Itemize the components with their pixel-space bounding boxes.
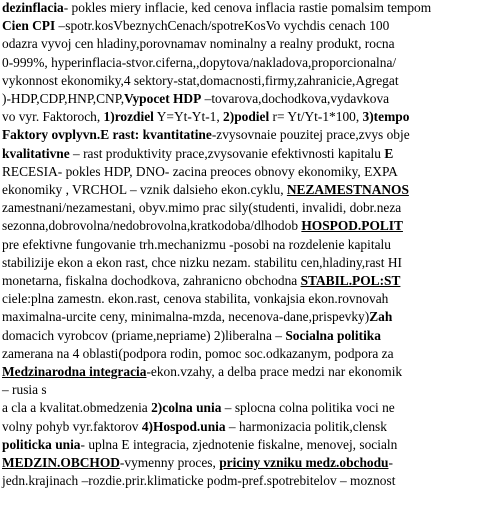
text-run: odazra vyvoj cen hladiny,porovnamav nominalny a realny produkt, rocna <box>2 36 395 52</box>
text-run: RECESIA- pokles HDP, DNO- zacina preoces obnovy ekonomiky, EXPA <box>2 163 398 179</box>
text-run: ciele:plna zamestn. ekon.rast, cenova stabilita, vonkajsia ekon.rovnovah <box>2 291 389 307</box>
text-run: - pokles miery inflacie, ked cenova inflacia rastie pomalsim tempom <box>63 0 432 15</box>
text-run: – splocna colna politika voci ne <box>221 400 395 416</box>
text-run: zamestnani/nezamestani, obyv.mimo prac sily(studenti, invalidi, dobr.neza <box>2 200 402 216</box>
text-run: -ekon.vzahy, a delba prace medzi nar ekonomik <box>146 364 403 379</box>
text-line <box>2 308 392 326</box>
bold-text: dezinflacia <box>2 0 64 15</box>
text-line <box>2 90 389 108</box>
text-line <box>2 72 399 90</box>
text-line <box>2 145 393 163</box>
bold-text: MEDZIN.OBCHOD <box>2 455 120 470</box>
text-run: stabilizije ekon a ekon rast, chce nizku nezam. stabilitu cen,hladiny,rast HI <box>2 254 402 270</box>
text-run: 0-999%, hyperinflacia-stvor.ciferna,,dopytova/nakladova,proporcionalna/ <box>2 54 397 70</box>
text-line <box>2 163 398 181</box>
text-line <box>2 272 400 290</box>
text-run: –tovarova,dochodkova,vydavkova <box>201 91 390 106</box>
text-line <box>2 35 395 53</box>
text-line <box>2 126 410 144</box>
text-run: - uplna E integracia, zjednotenie fiskalne, menovej, socialn <box>80 436 398 452</box>
text-line <box>2 363 402 381</box>
text-line <box>2 0 431 17</box>
text-run: ekonomiky , VRCHOL – vznik dalsieho ekon.cyklu, <box>2 182 287 197</box>
bold-text: 3)tempo <box>362 109 410 125</box>
bold-text: 2)podiel <box>223 109 270 125</box>
text-run: –spotr.kosVbeznychCenach/spotreKosVo vychdis cenach 100 <box>55 18 390 34</box>
text-line <box>2 17 389 35</box>
text-line <box>2 54 396 72</box>
text-line <box>2 472 395 490</box>
bold-text: Cien CPI <box>2 18 56 34</box>
text-line <box>2 454 393 472</box>
text-line <box>2 254 402 272</box>
bold-text: 4)Hospod.unia <box>141 418 226 434</box>
text-line <box>2 381 47 399</box>
text-run: pre efektivne fungovanie trh.mechanizmu -posobi na rozdelenie kapitalu <box>2 236 391 252</box>
text-run: volny pohyb vyr.faktorov <box>2 418 142 434</box>
text-run: jedn.krajinach –rozdie.prir.klimaticke podm-pref.spotrebitelov – moznost <box>2 473 396 489</box>
text-run: sezonna,dobrovolna/nedobrovolna,kratkodoba/dlhodob <box>2 218 302 234</box>
bold-text: Socialna politika <box>285 327 381 343</box>
text-run: r= Yt/Yt-1*100, <box>269 109 363 125</box>
bold-text: kvantitatine <box>142 127 212 143</box>
text-run: – rast produktivity prace,zvysovanie efektivnosti kapitalu <box>69 145 385 161</box>
text-run: - <box>388 455 393 470</box>
text-line <box>2 436 397 454</box>
bold-text: 1)rozdiel <box>103 109 154 125</box>
text-line <box>2 217 403 235</box>
text-line <box>2 327 381 345</box>
text-line <box>2 236 391 254</box>
text-line <box>2 199 401 217</box>
text-run: vo vyr. Faktoroch, <box>2 109 104 125</box>
bold-text: HOSPOD.POLIT <box>301 218 403 234</box>
bold-text: E <box>384 145 394 161</box>
text-run: -zvysovnaie pouzitej prace,zvys obje <box>211 127 410 143</box>
bold-text: NEZAMESTNANOS <box>286 182 409 197</box>
text-line <box>2 290 388 308</box>
bold-text: Zah <box>369 309 393 325</box>
text-run: domacich vyrobcov (priame,nepriame) 2)liberalna – <box>2 327 286 343</box>
text-run: )-HDP,CDP,HNP,CNP, <box>2 91 125 106</box>
text-line <box>2 108 409 126</box>
bold-text: priciny vzniku medz.obchodu <box>219 455 389 470</box>
text-run: monetarna, fiskalna dochodkova, zahranicno obchodna <box>2 273 301 288</box>
text-run: -vymenny proces, <box>119 455 220 470</box>
text-line <box>2 345 394 363</box>
text-line <box>2 181 409 199</box>
text-run: zamerana na 4 oblasti(podpora rodin, pomoc soc.odkazanym, podpora za <box>2 345 394 361</box>
bold-text: Vypocet HDP <box>124 91 202 106</box>
bold-text: Medzinarodna integracia <box>2 364 147 379</box>
bold-text: kvalitativne <box>2 145 70 161</box>
bold-text: 2)colna unia <box>151 400 222 416</box>
text-run: a cla a kvalitat.obmedzenia <box>2 400 152 416</box>
text-line <box>2 399 395 417</box>
text-run: – rusia s <box>2 382 47 398</box>
bold-text: politicka unia <box>2 436 81 452</box>
text-run: – harmonizacia politik,clensk <box>225 418 387 434</box>
text-run: vykonnost ekonomiky,4 sektory-stat,domacnosti,firmy,zahranicie,Agregat <box>2 72 399 88</box>
bold-text: Faktory ovplyvn.E rast: <box>2 127 140 143</box>
text-line <box>2 418 387 436</box>
text-run: Y=Yt-Yt-1, <box>153 109 224 125</box>
text-run: maximalna-urcite ceny, minimalna-mzda, necenova-dane,prispevky) <box>2 309 370 325</box>
bold-text: STABIL.POL:ST <box>300 273 401 288</box>
